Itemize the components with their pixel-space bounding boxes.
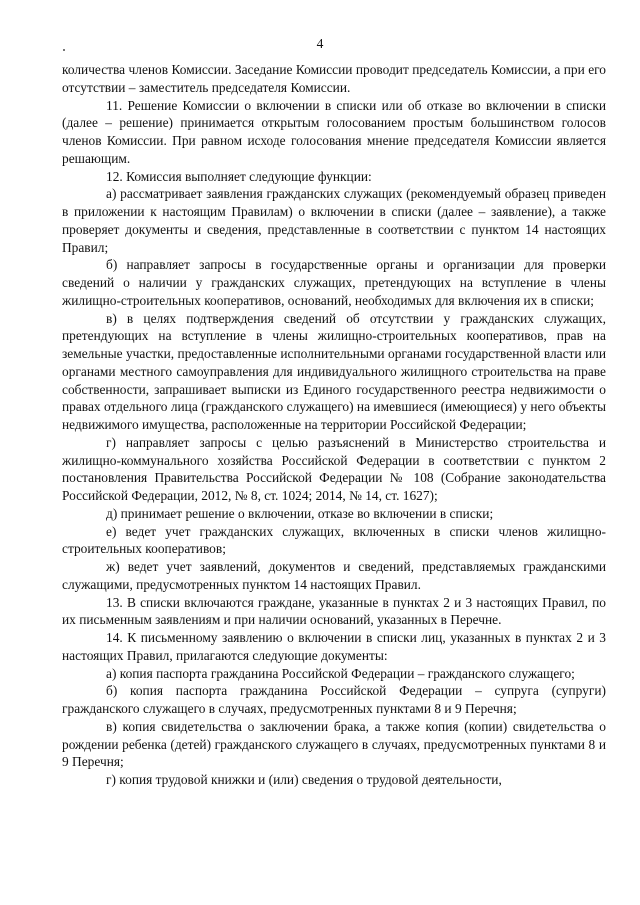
paragraph-item-14v: в) копия свидетельства о заключении брака, а также копия (копии) свидетельства о рождении ребенка (детей) гражданского служащего в случаях, предусмотренных пунктами 8 и 9 Перечня; (62, 718, 606, 770)
paragraph-item-14a: а) копия паспорта гражданина Российской Федерации – гражданского служащего; (106, 665, 575, 681)
paragraph-item-12e: е) ведет учет гражданских служащих, включенных в списки членов жилищно-строительных кооперативов; (62, 523, 606, 557)
document-body (62, 61, 606, 789)
paragraph-item-14g: г) копия трудовой книжки и (или) сведения о трудовой деятельности, (106, 772, 502, 787)
paragraph-item-11: 11. Решение Комиссии о включении в списки или об отказе во включении в списки (далее – решение) принимается открытым голосованием простым большинством голосов членов Комиссии. При равном исходе голосования мнение председателя Комиссии является решающим. (62, 97, 606, 166)
paragraph-item-12a: а) рассматривает заявления гражданских служащих (рекомендуемый образец приведен в приложении к настоящим Правилам) о включении в списки (далее – заявление), а также проверяет документы и сведения, представленные в соответствии с пунктом 14 настоящих Правил; (62, 186, 606, 255)
paragraph-item-12: 12. Комиссия выполняет следующие функции: (106, 168, 372, 184)
paragraph-item-14b: б) копия паспорта гражданина Российской Федерации – супруга (супруги) гражданского служащего в случаях, предусмотренных пунктами 8 и 9 Перечня; (62, 683, 606, 716)
paragraph-item-12b: б) направляет запросы в государственные органы и организации для проверки сведений о наличии у гражданских служащих, претендующих на вступление в члены жилищно-строительных кооперативов, оснований, необходимых для включения их в списки; (62, 257, 606, 308)
paragraph-item-13: 13. В списки включаются граждане, указанные в пунктах 2 и 3 настоящих Правил, по их письменным заявлениям и при наличии оснований, указанных в Перечне. (62, 594, 606, 628)
paragraph-item-12d: д) принимает решение о включении, отказе во включении в списки; (106, 505, 494, 521)
paragraph-item-12v: в) в целях подтверждения сведений об отсутствии у гражданских служащих, претендующих на вступление в члены жилищно-строительных кооперативов, прав на земельные участки, предоставленные исполнительными органами государственной власти или органами местного самоуправления для индивидуального жилищного строительства на праве собственности, запрашивает выписки из Единого государственного реестра недвижимости о правах отдельного лица (гражданского служащего) на имевшиеся (имеющиеся) у него объекты недвижимого имущества, расположенные на территории Российской Федерации; (62, 310, 606, 432)
page-number: 4 (316, 36, 324, 51)
paragraph-item-12zh: ж) ведет учет заявлений, документов и сведений, представляемых гражданскими служащими, предусмотренных пунктом 14 настоящих Правил. (62, 559, 606, 592)
paragraph-item-14: 14. К письменному заявлению о включении в списки лиц, указанных в пунктах 2 и 3 настоящих Правил, прилагаются следующие документы: (62, 630, 606, 663)
paragraph-continuation: количества членов Комиссии. Заседание Комиссии проводит председатель Комиссии, а при его отсутствии – заместитель председателя Комиссии. (62, 62, 606, 95)
paragraph-item-12g: г) направляет запросы с целью разъяснений в Министерство строительства и жилищно-коммунального хозяйства Российской Федерации в соответствии с пунктом 2 постановления Правительства Российской Федерации № 108 (Собрание законодательства Российской Федерации, 2012, № 8, ст. 1024; 2014, № 14, ст. 1627); (62, 434, 606, 503)
